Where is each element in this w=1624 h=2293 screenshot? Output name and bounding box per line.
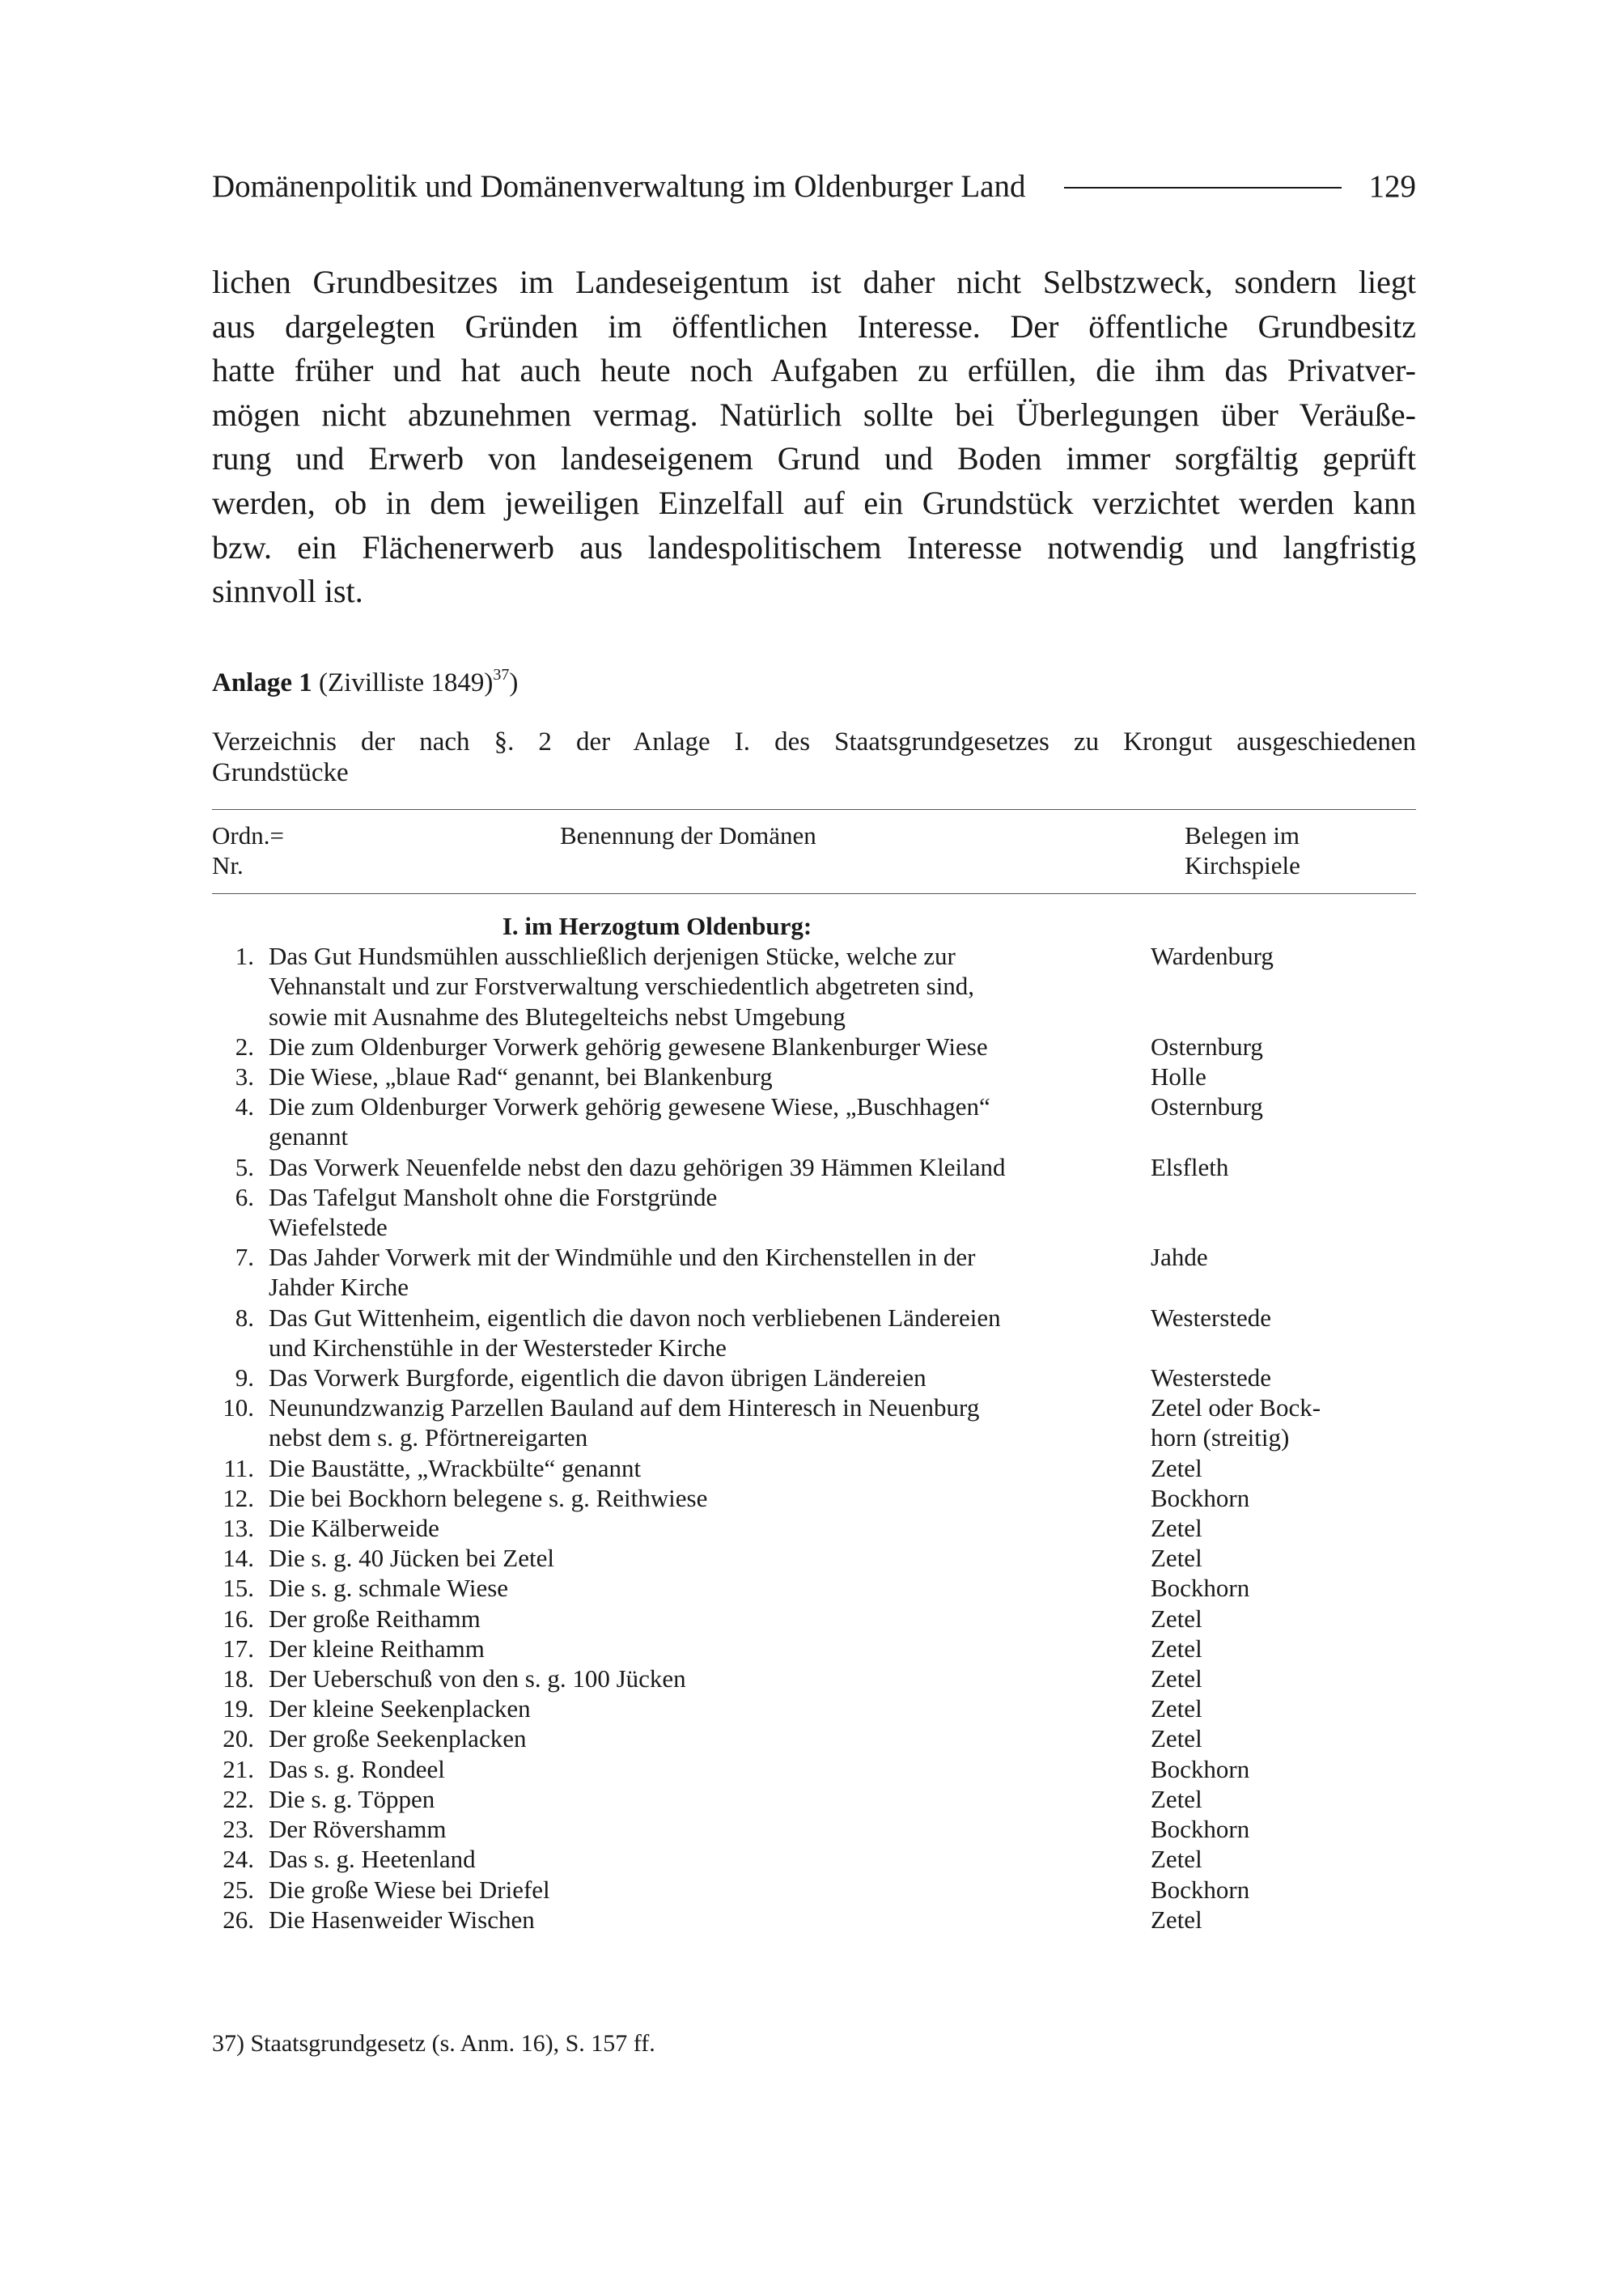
row-location [1104,1844,1346,1874]
row-number: 8. [235,1303,254,1332]
row-location-line: Elsfleth [1151,1152,1229,1181]
row-number: 20. [223,1724,254,1753]
row-name [254,1152,1104,1182]
row-location-line: Zetel [1151,1453,1202,1482]
row-location-line: Zetel [1151,1634,1202,1663]
footnote-reference: 37 [493,666,510,684]
column-header-location-line1: Belegen im [1185,821,1300,850]
table-row [212,1604,1416,1634]
row-name-line: Die zum Oldenburger Vorwerk gehörig gewesene Wiese, „Buschhagen“ [269,1092,990,1121]
column-header-number-line2: Nr. [212,851,244,879]
row-name-line: Der kleine Reithamm [269,1634,485,1663]
row-name-line: Die s. g. 40 Jücken bei Zetel [269,1544,554,1573]
row-name [254,1062,1104,1091]
table-row [212,1303,1416,1363]
row-location-line: Westerstede [1151,1303,1271,1332]
row-location-line: Zetel [1151,1724,1202,1753]
column-header-location [1185,820,1416,880]
row-name [254,1032,1104,1062]
row-name [254,1844,1104,1874]
anlage-heading [212,665,1416,701]
row-name-line: Jahder Kirche [269,1273,409,1302]
row-name [254,1814,1104,1844]
row-location-line: Osternburg [1151,1092,1263,1121]
row-name [254,1363,1104,1392]
row-name-line: und Kirchenstühle in der Westersteder Kirche [269,1333,727,1362]
row-name [254,941,1104,1032]
running-header [212,165,1416,207]
row-location [1104,1604,1346,1634]
row-location [1104,1303,1346,1333]
body-line: lichen Grundbesitzes im Landeseigentum ist daher nicht Selbstzweck, sondern liegt [212,264,1416,300]
row-location-line: Zetel [1151,1905,1202,1934]
row-name [254,1634,1104,1664]
table-row [212,1453,1416,1483]
row-name [254,1784,1104,1814]
row-number: 21. [223,1754,254,1783]
row-name [254,1091,1104,1151]
table-row [212,1543,1416,1573]
row-location [1104,1723,1346,1753]
row-name-line: Das s. g. Rondeel [269,1754,445,1783]
table-row [212,1664,1416,1693]
table-row [212,1513,1416,1543]
row-location [1104,1754,1346,1784]
table-row [212,1091,1416,1151]
row-name [254,1242,1104,1302]
row-name [254,1303,1104,1363]
row-name-line: Die zum Oldenburger Vorwerk gehörig gewesene Blankenburger Wiese [269,1032,988,1061]
row-location-line: Zetel [1151,1514,1202,1543]
anlage-subtitle: (Zivilliste 1849) [319,668,494,697]
row-location [1104,1091,1346,1121]
table-row [212,1905,1416,1935]
table-row [212,1062,1416,1091]
table-row [212,941,1416,1032]
table-row [212,1875,1416,1905]
row-location [1104,1814,1346,1844]
row-number: 6. [235,1182,254,1211]
row-name-line: Der Rövershamm [269,1815,447,1844]
footnote: 37) Staatsgrundgesetz (s. Anm. 16), S. 157 ff. [212,2030,655,2057]
document-page [212,0,1416,2293]
row-location [1104,1032,1346,1062]
row-location [1104,1664,1346,1693]
table-row [212,1363,1416,1392]
row-name [254,1604,1104,1634]
row-location [1104,1875,1346,1905]
row-location [1104,1152,1346,1182]
body-line: werden, ob in dem jeweiligen Einzelfall auf ein Grundstück verzichtet werden kann [212,484,1416,521]
table-row [212,1844,1416,1874]
row-name-line: Die s. g. Töppen [269,1784,435,1813]
row-number: 2. [235,1032,254,1061]
row-location-line: Westerstede [1151,1363,1271,1392]
row-number: 22. [223,1784,254,1813]
row-number: 17. [223,1634,254,1663]
row-name-line: Die s. g. schmale Wiese [269,1574,509,1603]
table-row [212,1784,1416,1814]
column-header-number [212,820,341,880]
row-number: 5. [235,1152,254,1181]
column-header-name: Benennung der Domänen [560,821,816,850]
row-name-line: Der kleine Seekenplacken [269,1694,531,1723]
row-number: 15. [223,1574,254,1603]
row-number: 18. [223,1664,254,1693]
row-location [1104,1905,1346,1935]
row-location-line: horn (streitig) [1151,1423,1290,1452]
row-location [1104,1453,1346,1483]
row-name [254,1693,1104,1723]
row-name-line: Vehnanstalt und zur Forstverwaltung verschiedentlich abgetreten sind, [269,972,975,1001]
table-top-rule [212,809,1416,810]
row-location-line: Bockhorn [1151,1754,1250,1783]
anlage-description [212,727,1416,788]
row-name [254,1483,1104,1513]
row-location [1104,1543,1346,1573]
table-row [212,1242,1416,1302]
row-number: 16. [223,1604,254,1633]
row-name-line: Das Jahder Vorwerk mit der Windmühle und den Kirchenstellen in der [269,1243,976,1272]
table-row [212,1634,1416,1664]
table-row [212,1723,1416,1753]
row-location [1104,1784,1346,1814]
row-name [254,1664,1104,1693]
row-name [254,1543,1104,1573]
row-location [1104,1513,1346,1543]
row-location-line: Bockhorn [1151,1483,1250,1512]
table-row [212,1392,1416,1452]
row-name [254,1513,1104,1543]
row-name-line: Das Tafelgut Mansholt ohne die Forstgründe [269,1182,718,1211]
row-location-line: Zetel oder Bock- [1151,1393,1321,1422]
table-row [212,1152,1416,1182]
row-location [1104,1062,1346,1091]
body-line: rung und Erwerb von landeseigenem Grund und Boden immer sorgfältig geprüft [212,440,1416,477]
row-number: 26. [223,1905,254,1934]
row-location-line: Bockhorn [1151,1875,1250,1904]
row-number: 12. [223,1483,254,1512]
row-name-line: Die Wiese, „blaue Rad“ genannt, bei Blankenburg [269,1062,773,1091]
row-location-line: Holle [1151,1062,1206,1091]
row-name [254,1875,1104,1905]
row-name-line: genannt [269,1122,349,1151]
row-number: 1. [235,942,254,971]
table-row [212,1573,1416,1603]
table-row [212,1182,1416,1242]
row-name-line: nebst dem s. g. Pförtnereigarten [269,1423,588,1452]
row-location [1104,1483,1346,1513]
row-number: 13. [223,1514,254,1543]
row-location [1104,1573,1346,1603]
row-name-line: Die Hasenweider Wischen [269,1905,535,1934]
row-location-line: Zetel [1151,1664,1202,1693]
row-number: 19. [223,1694,254,1723]
row-name [254,1723,1104,1753]
row-number: 4. [235,1092,254,1121]
row-name-line: Das Vorwerk Neuenfelde nebst den dazu gehörigen 39 Hämmen Kleiland [269,1152,1006,1181]
row-name-line: Das s. g. Heetenland [269,1845,476,1874]
table-header-rule [212,893,1416,894]
row-number: 24. [223,1845,254,1874]
row-number: 3. [235,1062,254,1091]
row-name-line: Das Gut Hundsmühlen ausschließlich derjenigen Stücke, welche zur [269,942,956,971]
row-location-line: Bockhorn [1151,1815,1250,1844]
row-location-line: Wardenburg [1151,942,1274,971]
row-location-line: Zetel [1151,1845,1202,1874]
row-number: 25. [223,1875,254,1904]
running-header-rule [1064,187,1341,189]
row-location-line: Osternburg [1151,1032,1263,1061]
body-line: aus dargelegten Gründen im öffentlichen Interesse. Der öffentliche Grundbesitz [212,307,1416,345]
row-name [254,1905,1104,1935]
row-location-line: Zetel [1151,1784,1202,1813]
row-location-line: Zetel [1151,1604,1202,1633]
row-location-line: Zetel [1151,1544,1202,1573]
anlage-description-line2: Grundstücke [212,758,349,787]
row-number: 7. [235,1243,254,1272]
table-row [212,1032,1416,1062]
row-name-line: Die große Wiese bei Driefel [269,1875,550,1904]
body-line: hatte früher und hat auch heute noch Aufgaben zu erfüllen, die ihm das Privatver- [212,352,1416,389]
row-name-line: Der Ueberschuß von den s. g. 100 Jücken [269,1664,686,1693]
column-header-number-line1: Ordn.= [212,821,284,850]
body-line: bzw. ein Flächenerwerb aus landespolitischem Interesse notwendig und langfristig [212,528,1416,566]
row-name-line: Die Baustätte, „Wrackbülte“ genannt [269,1453,642,1482]
table-row [212,1814,1416,1844]
row-location [1104,1693,1346,1723]
column-header-location-line2: Kirchspiele [1185,851,1300,879]
table-body [212,911,1416,1935]
body-paragraph [212,261,1416,614]
body-line: mögen nicht abzunehmen vermag. Natürlich sollte bei Überlegungen über Veräuße- [212,396,1416,433]
row-name [254,1182,1104,1242]
row-number: 14. [223,1544,254,1573]
row-name-line: Die Kälberweide [269,1514,439,1543]
row-name-line: Wiefelstede [269,1213,388,1242]
row-number: 10. [223,1393,254,1422]
row-name-line: sowie mit Ausnahme des Blutegelteichs nebst Umgebung [269,1002,846,1031]
row-name [254,1453,1104,1483]
row-location-line: Jahde [1151,1243,1208,1272]
table-row [212,1693,1416,1723]
row-name-line: Der große Reithamm [269,1604,481,1633]
running-header-title: Domänenpolitik und Domänenverwaltung im Oldenburger Land [212,168,1026,204]
row-name [254,1392,1104,1452]
anlage-label: Anlage 1 [212,668,312,697]
body-line: sinnvoll ist. [212,573,363,610]
row-name-line: Der große Seekenplacken [269,1724,527,1753]
row-name [254,1754,1104,1784]
page-number: 129 [1368,168,1416,204]
row-location [1104,941,1346,971]
row-location [1104,1392,1346,1452]
row-name-line: Neunundzwanzig Parzellen Bauland auf dem Hinteresch in Neuenburg [269,1393,980,1422]
table-rows [212,941,1416,1935]
row-name-line: Das Gut Wittenheim, eigentlich die davon noch verbliebenen Ländereien [269,1303,1001,1332]
row-location-line: Bockhorn [1151,1574,1250,1603]
row-number: 11. [223,1453,254,1482]
row-location [1104,1242,1346,1272]
anlage-description-line1: Verzeichnis der nach §. 2 der Anlage I. des Staatsgrundgesetzes zu Krongut ausgeschiedenen [212,727,1416,757]
row-location-line: Zetel [1151,1694,1202,1723]
row-name-line: Die bei Bockhorn belegene s. g. Reithwiese [269,1483,708,1512]
row-name [254,1573,1104,1603]
row-number: 23. [223,1815,254,1844]
row-location [1104,1634,1346,1664]
anlage-subtitle-close: ) [509,668,519,697]
table-row [212,1483,1416,1513]
row-number: 9. [235,1363,254,1392]
row-location [1104,1363,1346,1392]
section-title: I. im Herzogtum Oldenburg: [502,912,812,940]
table-row [212,1754,1416,1784]
row-name-line: Das Vorwerk Burgforde, eigentlich die davon übrigen Ländereien [269,1363,926,1392]
